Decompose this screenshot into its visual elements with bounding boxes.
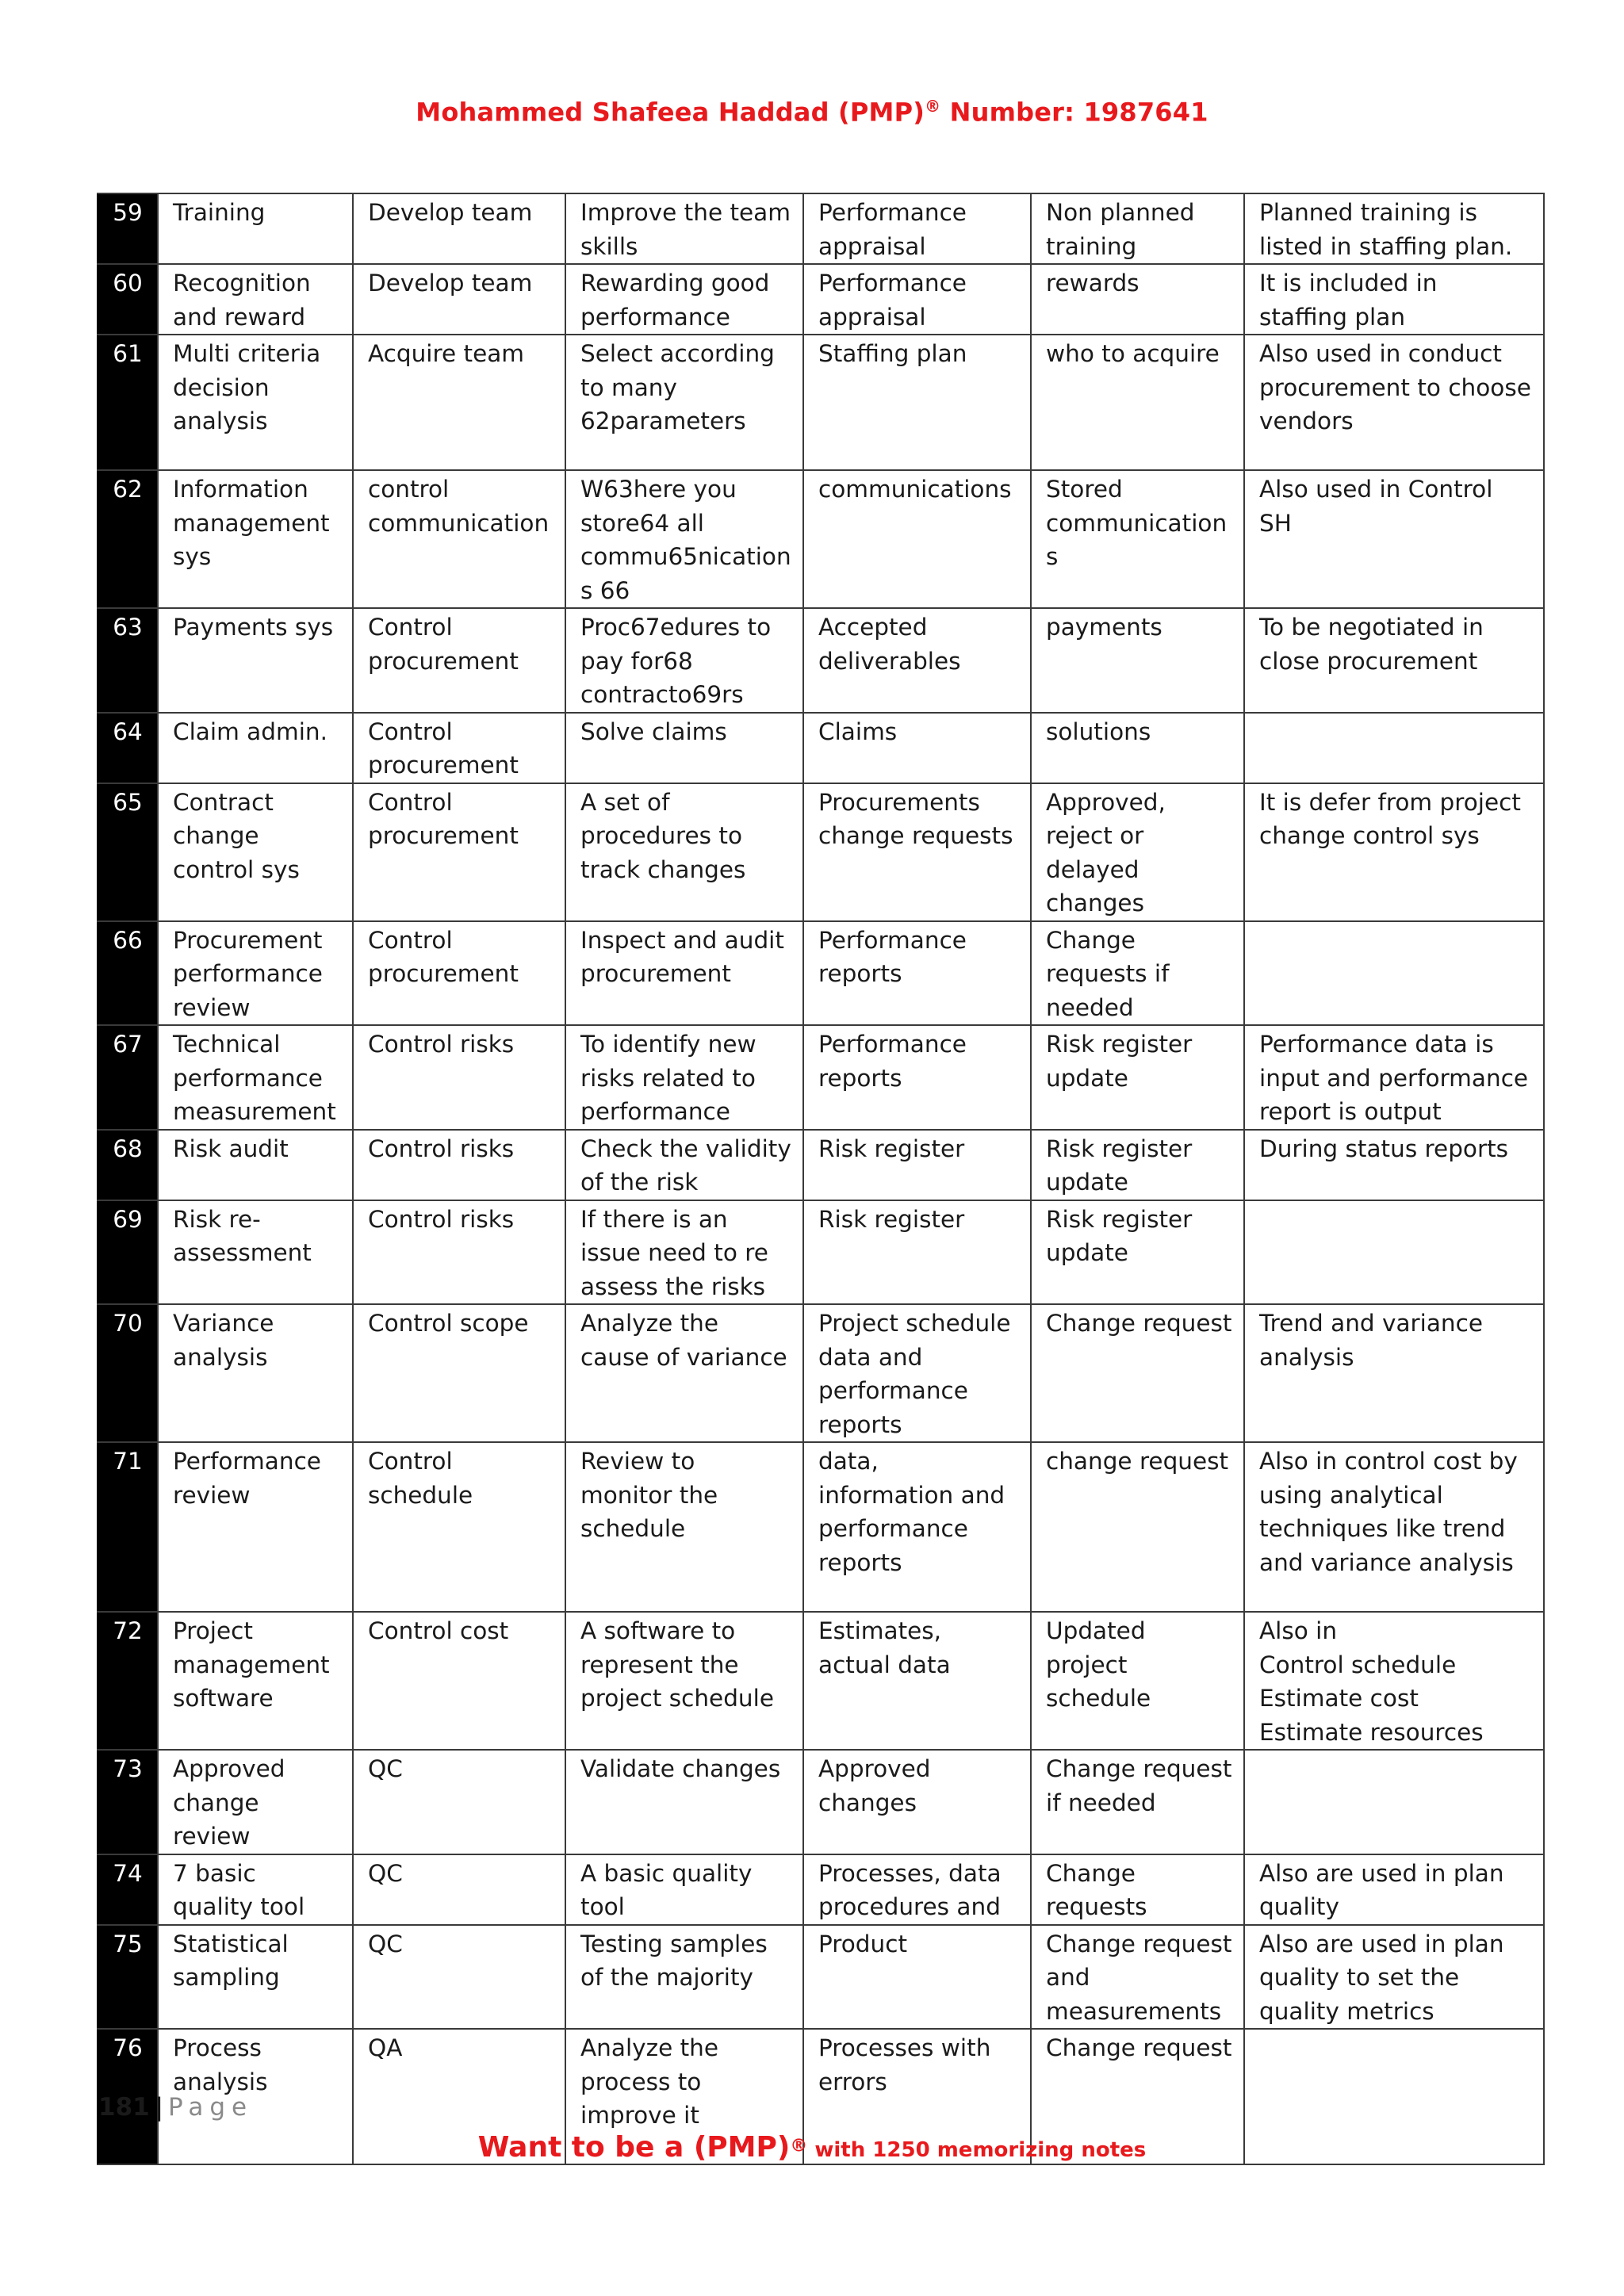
table-cell-col6 xyxy=(1244,713,1544,783)
table-cell-col4: Processes, data procedures and xyxy=(803,1854,1031,1925)
table-cell-col6: Also are used in plan quality xyxy=(1244,1854,1544,1925)
table-body xyxy=(98,193,1544,2164)
table-row xyxy=(98,1925,1544,2030)
table-cell-col3: If there is an issue need to re assess the risks xyxy=(565,1200,803,1305)
row-number-cell: 66 xyxy=(98,921,158,1026)
table-cell-col1: Performance review xyxy=(158,1442,353,1612)
table-cell-col5: solutions xyxy=(1031,713,1244,783)
table-cell-col6 xyxy=(1244,1200,1544,1305)
table-cell-col5: who to acquire xyxy=(1031,335,1244,470)
table-cell-col5: Change requests if needed xyxy=(1031,921,1244,1026)
table-cell-col4: Approved changes xyxy=(803,1750,1031,1854)
table-cell-col3: Testing samples of the majority xyxy=(565,1925,803,2030)
table-cell-col5: Change request xyxy=(1031,2029,1244,2164)
table-cell-col1: Information management sys xyxy=(158,470,353,608)
table-cell-col4: Performance reports xyxy=(803,1025,1031,1130)
table-row xyxy=(98,1130,1544,1200)
table-cell-col3: Check the validity of the risk xyxy=(565,1130,803,1200)
table-cell-col2: QA xyxy=(353,2029,565,2164)
row-number-cell: 71 xyxy=(98,1442,158,1612)
table-cell-col1: Technical performance measurement xyxy=(158,1025,353,1130)
table-cell-col3: Select according to many 62parameters xyxy=(565,335,803,470)
table-cell-col1: Risk re-assessment xyxy=(158,1200,353,1305)
table-cell-col1: Multi criteria decision analysis xyxy=(158,335,353,470)
table-cell-col5: change request xyxy=(1031,1442,1244,1612)
row-number-cell: 70 xyxy=(98,1304,158,1442)
table-cell-col3: A basic quality tool xyxy=(565,1854,803,1925)
table-cell-col3: Proc67edures to pay for68 contracto69rs xyxy=(565,608,803,713)
table-cell-col5: Change request if needed xyxy=(1031,1750,1244,1854)
table-cell-col4: Processes with errors xyxy=(803,2029,1031,2164)
row-number-cell: 75 xyxy=(98,1925,158,2030)
table-cell-col3: Analyze the cause of variance xyxy=(565,1304,803,1442)
row-number-cell: 76 xyxy=(98,2029,158,2164)
table-cell-col6: It is included in staffing plan xyxy=(1244,264,1544,335)
header-number: Number: 1987641 xyxy=(940,97,1208,128)
tools-techniques-table xyxy=(97,193,1545,2165)
table-cell-col2: Control scope xyxy=(353,1304,565,1442)
promo-small: with 1250 memorizing notes xyxy=(807,2138,1147,2162)
table-cell-col4: communications xyxy=(803,470,1031,608)
page-header-title xyxy=(0,97,1624,128)
table-cell-col6: To be negotiated in close procurement xyxy=(1244,608,1544,713)
row-number-cell: 60 xyxy=(98,264,158,335)
table-cell-col6: Also used in Control SH xyxy=(1244,470,1544,608)
table-cell-col5: rewards xyxy=(1031,264,1244,335)
table-cell-col3: To identify new risks related to performance xyxy=(565,1025,803,1130)
table-cell-col1: 7 basic quality tool xyxy=(158,1854,353,1925)
page-separator: | xyxy=(154,2093,164,2122)
page-label: Page xyxy=(168,2093,254,2122)
table-cell-col1: Training xyxy=(158,193,353,264)
promo-registered-mark: ® xyxy=(790,2136,808,2156)
table-cell-col1: Approved change review xyxy=(158,1750,353,1854)
page-footer-number xyxy=(98,2093,253,2122)
table-cell-col3: Improve the team skills xyxy=(565,193,803,264)
table-cell-col5: payments xyxy=(1031,608,1244,713)
table-cell-col3: A set of procedures to track changes xyxy=(565,783,803,921)
table-cell-col4: Risk register xyxy=(803,1200,1031,1305)
table-cell-col4: Performance appraisal xyxy=(803,193,1031,264)
table-row xyxy=(98,783,1544,921)
table-cell-col6: Also used in conduct procurement to choose vendors xyxy=(1244,335,1544,470)
table-cell-col6: During status reports xyxy=(1244,1130,1544,1200)
table-cell-col2: QC xyxy=(353,1854,565,1925)
table-row xyxy=(98,1442,1544,1612)
table-cell-col3: W63here you store64 all commu65nications 66 xyxy=(565,470,803,608)
table-cell-col3: Inspect and audit procurement xyxy=(565,921,803,1026)
table-cell-col4: Project schedule data and performance reports xyxy=(803,1304,1031,1442)
table-cell-col2: Control procurement xyxy=(353,783,565,921)
table-cell-col4: Performance reports xyxy=(803,921,1031,1026)
table-row xyxy=(98,470,1544,608)
footer-promo xyxy=(0,2131,1624,2164)
table-cell-col4: Accepted deliverables xyxy=(803,608,1031,713)
table-cell-col5: Stored communications xyxy=(1031,470,1244,608)
row-number-cell: 67 xyxy=(98,1025,158,1130)
table-cell-col3: Analyze the process to improve it xyxy=(565,2029,803,2164)
table-cell-col1: Claim admin. xyxy=(158,713,353,783)
table-cell-col5: Risk register update xyxy=(1031,1025,1244,1130)
table-cell-col6 xyxy=(1244,921,1544,1026)
row-number-cell: 68 xyxy=(98,1130,158,1200)
table-cell-col3: Validate changes xyxy=(565,1750,803,1854)
table-cell-col6: Also are used in plan quality to set the quality metrics xyxy=(1244,1925,1544,2030)
table-cell-col2: Control risks xyxy=(353,1025,565,1130)
table-cell-col4: Staffing plan xyxy=(803,335,1031,470)
table-row xyxy=(98,921,1544,1026)
table-cell-col5: Updated project schedule xyxy=(1031,1612,1244,1750)
table-cell-col1: Recognition and reward xyxy=(158,264,353,335)
table-cell-col5: Risk register update xyxy=(1031,1200,1244,1305)
table-cell-col5: Change request xyxy=(1031,1304,1244,1442)
table-cell-col4: Product xyxy=(803,1925,1031,2030)
table-cell-col2: Control risks xyxy=(353,1200,565,1305)
table-cell-col4: Risk register xyxy=(803,1130,1031,1200)
row-number-cell: 74 xyxy=(98,1854,158,1925)
table-cell-col1: Variance analysis xyxy=(158,1304,353,1442)
row-number-cell: 63 xyxy=(98,608,158,713)
table-cell-col2: QC xyxy=(353,1925,565,2030)
table-cell-col4: Procurements change requests xyxy=(803,783,1031,921)
table-cell-col5: Approved, reject or delayed changes xyxy=(1031,783,1244,921)
table-cell-col6: Also in Control schedule Estimate cost Estimate resources xyxy=(1244,1612,1544,1750)
row-number-cell: 59 xyxy=(98,193,158,264)
page-number: 181 xyxy=(98,2093,150,2122)
row-number-cell: 62 xyxy=(98,470,158,608)
table-cell-col2: Acquire team xyxy=(353,335,565,470)
table-row xyxy=(98,335,1544,470)
table-row xyxy=(98,608,1544,713)
table-cell-col2: Control cost xyxy=(353,1612,565,1750)
table-cell-col1: Process analysis xyxy=(158,2029,353,2164)
table-cell-col3: Rewarding good performance xyxy=(565,264,803,335)
table-cell-col1: Statistical sampling xyxy=(158,1925,353,2030)
table-cell-col1: Risk audit xyxy=(158,1130,353,1200)
table-cell-col3: Review to monitor the schedule xyxy=(565,1442,803,1612)
table-cell-col5: Non planned training xyxy=(1031,193,1244,264)
table-row xyxy=(98,1612,1544,1750)
table-cell-col1: Procurement performance review xyxy=(158,921,353,1026)
table-row xyxy=(98,264,1544,335)
table-cell-col4: Estimates, actual data xyxy=(803,1612,1031,1750)
table-row xyxy=(98,1304,1544,1442)
row-number-cell: 65 xyxy=(98,783,158,921)
table-cell-col2: Develop team xyxy=(353,193,565,264)
table-cell-col5: Change requests xyxy=(1031,1854,1244,1925)
row-number-cell: 73 xyxy=(98,1750,158,1854)
row-number-cell: 72 xyxy=(98,1612,158,1750)
table-cell-col6: Performance data is input and performance report is output xyxy=(1244,1025,1544,1130)
table-row xyxy=(98,713,1544,783)
row-number-cell: 69 xyxy=(98,1200,158,1305)
table-cell-col2: Develop team xyxy=(353,264,565,335)
table-row xyxy=(98,1025,1544,1130)
table-cell-col6: Planned training is listed in staffing plan. xyxy=(1244,193,1544,264)
row-number-cell: 61 xyxy=(98,335,158,470)
table-cell-col1: Contract change control sys xyxy=(158,783,353,921)
table-cell-col6: It is defer from project change control sys xyxy=(1244,783,1544,921)
table-cell-col2: control communication xyxy=(353,470,565,608)
table-cell-col3: A software to represent the project schedule xyxy=(565,1612,803,1750)
promo-main: Want to be a (PMP) xyxy=(477,2131,791,2164)
table-cell-col4: Performance appraisal xyxy=(803,264,1031,335)
table-cell-col5: Risk register update xyxy=(1031,1130,1244,1200)
row-number-cell: 64 xyxy=(98,713,158,783)
table-cell-col2: Control procurement xyxy=(353,921,565,1026)
table-cell-col6 xyxy=(1244,1750,1544,1854)
table-row xyxy=(98,1750,1544,1854)
registered-mark: ® xyxy=(925,97,941,116)
table-cell-col2: QC xyxy=(353,1750,565,1854)
table-cell-col2: Control procurement xyxy=(353,713,565,783)
table-cell-col3: Solve claims xyxy=(565,713,803,783)
table-cell-col6: Also in control cost by using analytical techniques like trend and variance analysis xyxy=(1244,1442,1544,1612)
table-cell-col2: Control schedule xyxy=(353,1442,565,1612)
table-cell-col5: Change request and measurements xyxy=(1031,1925,1244,2030)
table-row xyxy=(98,193,1544,264)
table-cell-col1: Payments sys xyxy=(158,608,353,713)
table-row xyxy=(98,1200,1544,1305)
table-cell-col2: Control procurement xyxy=(353,608,565,713)
header-name: Mohammed Shafeea Haddad (PMP) xyxy=(416,97,925,128)
table-row xyxy=(98,1854,1544,1925)
table-cell-col1: Project management software xyxy=(158,1612,353,1750)
table-cell-col2: Control risks xyxy=(353,1130,565,1200)
table-cell-col4: Claims xyxy=(803,713,1031,783)
table-cell-col4: data, information and performance reports xyxy=(803,1442,1031,1612)
table-cell-col6: Trend and variance analysis xyxy=(1244,1304,1544,1442)
